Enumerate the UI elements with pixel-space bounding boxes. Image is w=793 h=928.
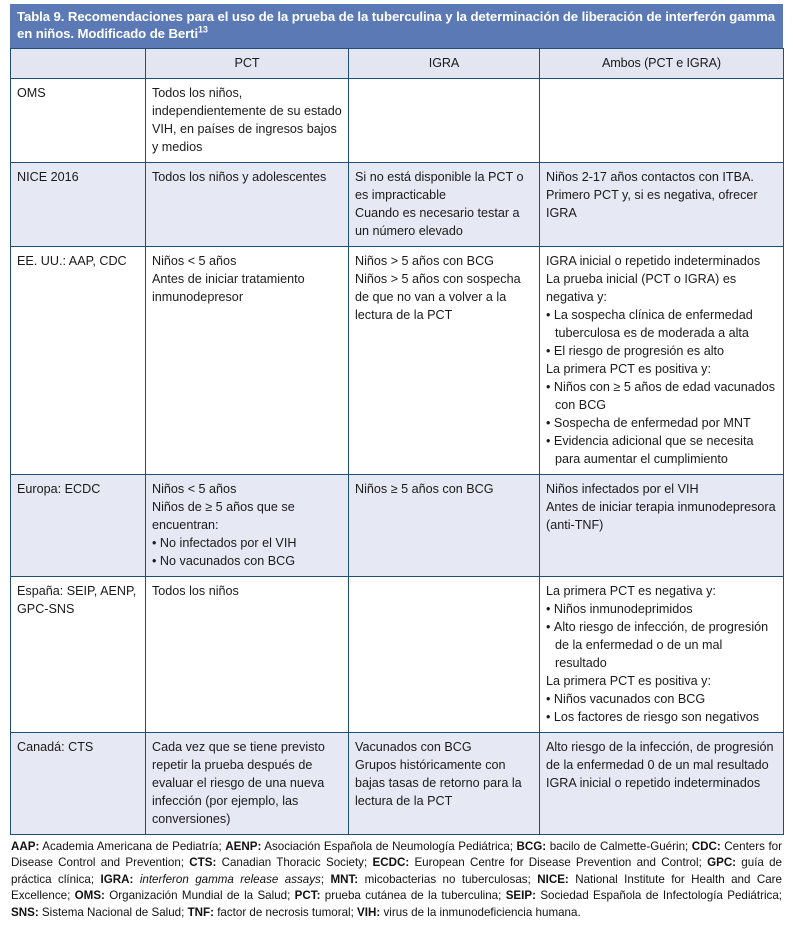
text-line: Niños de ≥ 5 años que se encuentran: bbox=[152, 499, 295, 532]
cell-content bbox=[546, 168, 777, 222]
cell-content bbox=[546, 738, 777, 792]
table-caption-text: Tabla 9. Recomendaciones para el uso de la prueba de la tuberculina y la determinación de liberación de interferón gamma en niños. Modificado de Berti bbox=[17, 9, 775, 42]
footnote-abbr: AAP: bbox=[11, 839, 40, 853]
text-line: Niños > 5 años con sospecha de que no van a volver a la lectura de la PCT bbox=[355, 271, 521, 322]
footnote-abbr: ECDC: bbox=[372, 856, 410, 870]
footnote-definition: Sistema Nacional de Salud; bbox=[38, 905, 188, 919]
table-header-row bbox=[11, 48, 784, 78]
cell-ambos bbox=[540, 474, 784, 576]
table-caption-reference: 13 bbox=[198, 25, 208, 36]
text-line: Niños 2-17 años contactos con ITBA. Primero PCT y, si es negativa, ofrecer IGRA bbox=[546, 169, 758, 220]
cell-content bbox=[152, 84, 342, 156]
footnote-definition: Centers for Disease Control and Prevention; bbox=[11, 839, 782, 870]
table-caption bbox=[10, 4, 783, 48]
column-header-organization bbox=[11, 48, 146, 78]
table-row bbox=[11, 576, 784, 732]
cell-igra bbox=[349, 474, 540, 576]
text-line: Todos los niños bbox=[152, 583, 239, 598]
cell-igra bbox=[349, 576, 540, 732]
table-row bbox=[11, 162, 784, 246]
cell-organization: OMS bbox=[11, 78, 146, 162]
cell-ambos bbox=[540, 162, 784, 246]
cell-pct bbox=[146, 78, 349, 162]
cell-ambos bbox=[540, 246, 784, 474]
text-line: La primera PCT es positiva y: bbox=[546, 361, 711, 376]
cell-organization: Europa: ECDC bbox=[11, 474, 146, 576]
cell-content bbox=[152, 738, 342, 828]
footnote-definition: Organización Mundial de la Salud; bbox=[104, 889, 295, 903]
cell-igra bbox=[349, 246, 540, 474]
table-row bbox=[11, 474, 784, 576]
footnote-abbr: CDC: bbox=[691, 839, 721, 853]
cell-pct bbox=[146, 474, 349, 576]
cell-content bbox=[152, 582, 342, 600]
column-header-ambos: Ambos (PCT e IGRA) bbox=[540, 48, 784, 78]
cell-content bbox=[152, 480, 342, 570]
footnote-abbr: BCG: bbox=[516, 839, 547, 853]
footnote-definition: Asociación Española de Neumología Pediátrica; bbox=[261, 839, 517, 853]
footnote-abbr: SNS: bbox=[11, 905, 39, 919]
cell-organization: NICE 2016 bbox=[11, 162, 146, 246]
text-line: La prueba inicial (PCT o IGRA) es negativa y: bbox=[546, 271, 737, 304]
cell-content bbox=[355, 738, 533, 810]
bullet-line: • La sospecha clínica de enfermedad tuberculosa es de moderada a alta bbox=[546, 306, 777, 342]
footnote-abbr: TNF: bbox=[187, 905, 214, 919]
footnote-definition: guía de práctica clínica; bbox=[11, 856, 783, 886]
text-line: Niños < 5 años bbox=[152, 253, 237, 268]
text-line: Vacunados con BCG bbox=[355, 739, 472, 754]
cell-content bbox=[355, 252, 533, 324]
cell-content bbox=[546, 252, 777, 468]
cell-organization: EE. UU.: AAP, CDC bbox=[11, 246, 146, 474]
text-line: Cada vez que se tiene previsto repetir la prueba después de evaluar el riesgo de una nueva infección (por ejemplo, las conversiones) bbox=[152, 739, 325, 826]
cell-content bbox=[355, 168, 533, 240]
footnote-abbr: VIH: bbox=[357, 905, 381, 919]
table-row bbox=[11, 78, 784, 162]
cell-pct bbox=[146, 162, 349, 246]
footnote-abbr: CTS: bbox=[189, 856, 217, 870]
footnote-definition: prueba cutánea de la tuberculina; bbox=[320, 889, 506, 903]
bullet-line: • Niños vacunados con BCG bbox=[546, 690, 777, 708]
column-header-igra: IGRA bbox=[349, 48, 540, 78]
footnote-definition: interferon gamma release assays bbox=[139, 872, 321, 886]
text-line: Niños > 5 años con BCG bbox=[355, 253, 494, 268]
column-header-pct: PCT bbox=[146, 48, 349, 78]
bullet-line: • Los factores de riesgo son negativos bbox=[546, 708, 777, 726]
footnote-definition: Sociedad Española de Infectología Pediátrica; bbox=[535, 889, 782, 903]
footnote-abbr: GPC: bbox=[707, 856, 737, 870]
bullet-line: • Sospecha de enfermedad por MNT bbox=[546, 414, 777, 432]
text-line: Cuando es necesario testar a un número elevado bbox=[355, 205, 520, 238]
cell-pct bbox=[146, 732, 349, 834]
text-line: Grupos históricamente con bajas tasas de retorno para la lectura de la PCT bbox=[355, 757, 522, 808]
cell-igra bbox=[349, 78, 540, 162]
text-line: La primera PCT es positiva y: bbox=[546, 673, 711, 688]
footnote-abbr: NICE: bbox=[537, 872, 569, 886]
bullet-line: • El riesgo de progresión es alto bbox=[546, 342, 777, 360]
recommendations-table bbox=[10, 48, 784, 835]
cell-pct bbox=[146, 246, 349, 474]
text-line: Todos los niños y adolescentes bbox=[152, 169, 327, 184]
footnote-definition: Academia Americana de Pediatría; bbox=[39, 839, 226, 853]
cell-ambos bbox=[540, 732, 784, 834]
footnote-definition: micobacterias no tuberculosas; bbox=[358, 872, 538, 886]
footnote-definition: factor de necrosis tumoral; bbox=[213, 905, 358, 919]
cell-igra bbox=[349, 162, 540, 246]
bullet-line: • Evidencia adicional que se necesita para aumentar el cumplimiento bbox=[546, 432, 777, 468]
bullet-line: • Alto riesgo de infección, de progresión de la enfermedad o de un mal resultado bbox=[546, 618, 777, 672]
bullet-line: • No infectados por el VIH bbox=[152, 534, 342, 552]
footnote-definition: National Institute for Health and Care Excellence; bbox=[11, 872, 782, 903]
table-row bbox=[11, 246, 784, 474]
table-row bbox=[11, 732, 784, 834]
text-line: Alto riesgo de la infección, de progresión de la enfermedad 0 de un mal resultado bbox=[546, 739, 774, 772]
footnote-definition: bacilo de Calmette-Guérin; bbox=[546, 839, 692, 853]
footnote-definition: European Centre for Disease Prevention and Control; bbox=[409, 856, 708, 870]
text-line: Niños < 5 años bbox=[152, 481, 237, 496]
cell-content bbox=[546, 480, 777, 534]
footnote-abbr: SEIP: bbox=[505, 889, 536, 903]
bullet-line: • Niños con ≥ 5 años de edad vacunados con BCG bbox=[546, 378, 777, 414]
cell-ambos bbox=[540, 78, 784, 162]
cell-content bbox=[355, 480, 533, 498]
text-line: Todos los niños, independientemente de su estado VIH, en países de ingresos bajos y medios bbox=[152, 85, 342, 154]
table-footnote: AAP: Academia Americana de Pediatría; AENP: Asociación Española de Neumología Pediátrica; BCG: bacilo de Calmette-Guérin; CDC: Centers for Disease Control and Prevention; CTS: Canadian Thoracic Society; ECDC: European Centre for Disease Prevention and Control; GPC: guía de práctica clínica; IGRA: interferon gamma release assays; MNT: micobacterias no tuberculosas; NICE: National Institute for Health and Care Excellence; OMS: Organización Mundial de la Salud; PCT: prueba cutánea de la tuberculina; SEIP: Sociedad Española de Infectología Pediátrica; SNS: Sistema Nacional de Salud; TNF: factor de necrosis tumoral; VIH: virus de la inmunodeficiencia humana. bbox=[11, 839, 783, 919]
table-body bbox=[11, 78, 784, 834]
text-line: Antes de iniciar tratamiento inmunodepresor bbox=[152, 271, 305, 304]
text-line: Niños infectados por el VIH bbox=[546, 481, 699, 496]
table-head bbox=[11, 48, 784, 78]
text-line: Niños ≥ 5 años con BCG bbox=[355, 481, 494, 496]
cell-organization: Canadá: CTS bbox=[11, 732, 146, 834]
cell-ambos bbox=[540, 576, 784, 732]
footnote-abbr: MNT: bbox=[330, 872, 359, 886]
footnote-abbr: IGRA: bbox=[100, 872, 134, 886]
bullet-line: • No vacunados con BCG bbox=[152, 552, 342, 570]
text-line: IGRA inicial o repetido indeterminados bbox=[546, 775, 761, 790]
text-line: Antes de iniciar terapia inmunodepresora (anti-TNF) bbox=[546, 499, 776, 532]
footnote-abbr: AENP: bbox=[225, 839, 262, 853]
text-line: La primera PCT es negativa y: bbox=[546, 583, 716, 598]
bullet-line: • Niños inmunodeprimidos bbox=[546, 600, 777, 618]
cell-igra bbox=[349, 732, 540, 834]
cell-content bbox=[152, 252, 342, 306]
cell-pct bbox=[146, 576, 349, 732]
footnote-abbr: OMS: bbox=[74, 889, 105, 903]
text-line: IGRA inicial o repetido indeterminados bbox=[546, 253, 761, 268]
cell-organization: España: SEIP, AENP, GPC-SNS bbox=[11, 576, 146, 732]
footnote-definition: Canadian Thoracic Society; bbox=[216, 856, 373, 870]
cell-content bbox=[152, 168, 342, 186]
footnote-abbr: PCT: bbox=[294, 889, 321, 903]
text-line: Si no está disponible la PCT o es impracticable bbox=[355, 169, 524, 202]
footnote-definition: virus de la inmunodeficiencia humana. bbox=[380, 905, 581, 919]
cell-content bbox=[546, 582, 777, 726]
